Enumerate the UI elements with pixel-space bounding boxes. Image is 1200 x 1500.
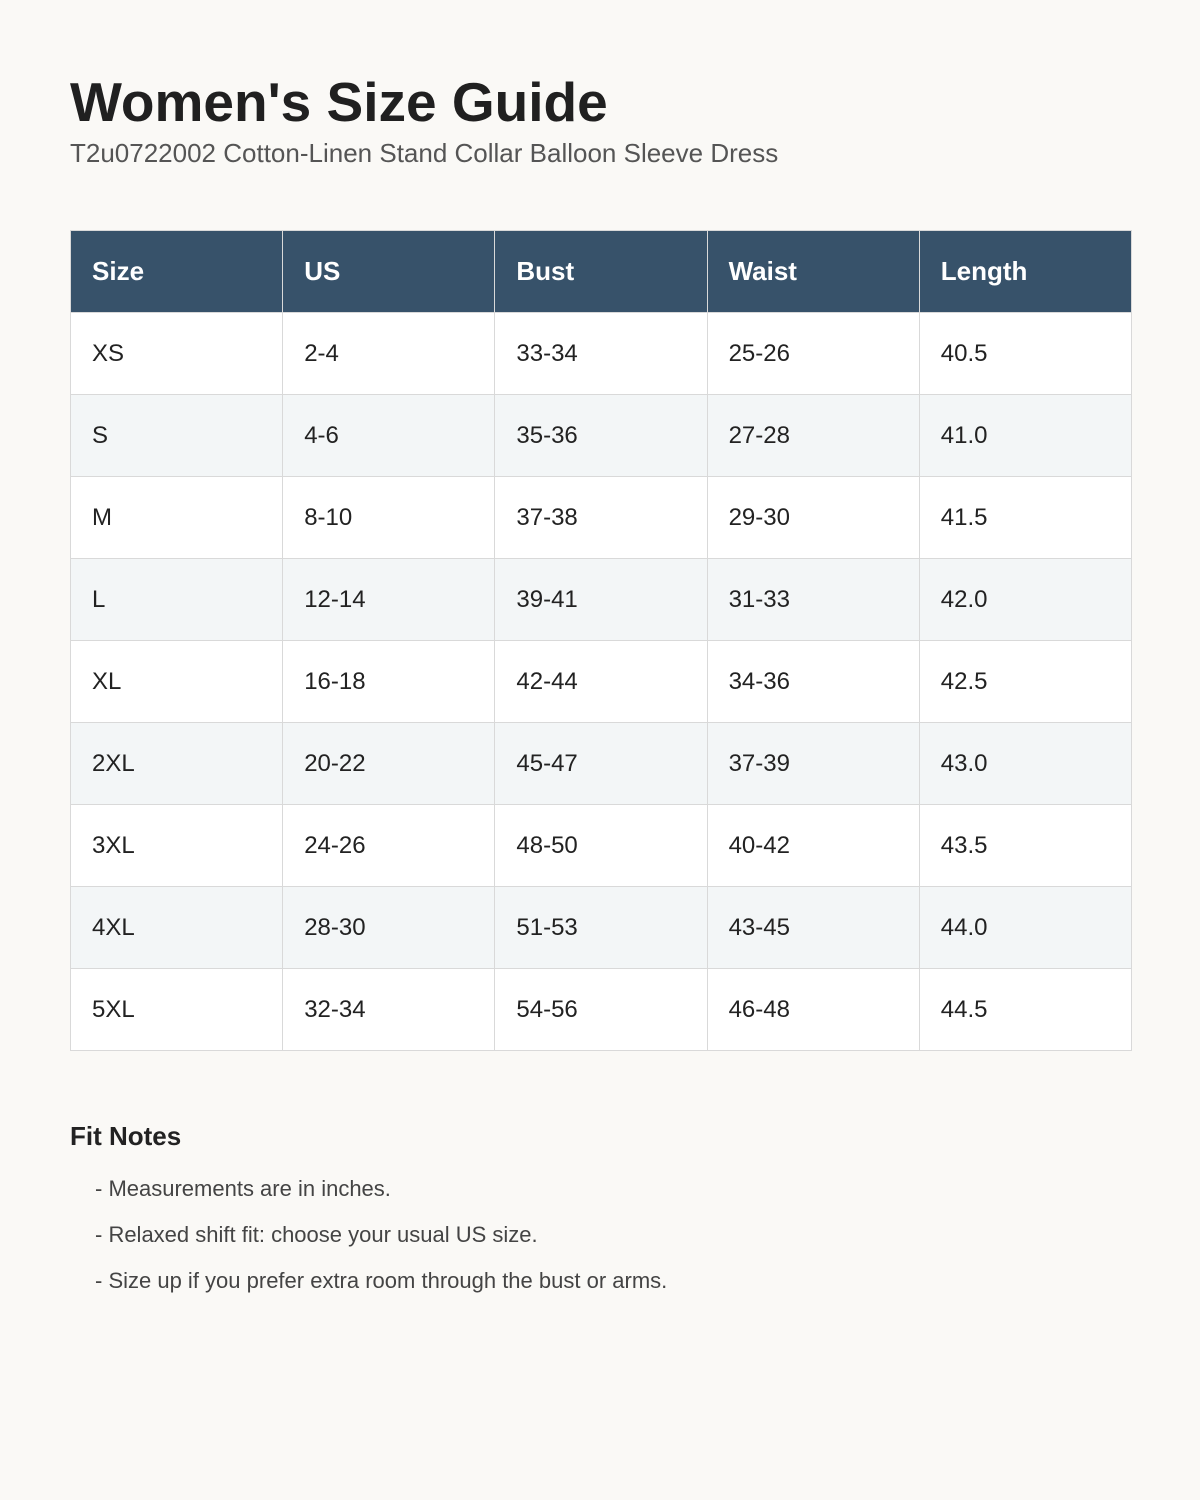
cell-us: 2-4 xyxy=(283,313,495,395)
cell-length: 40.5 xyxy=(919,313,1131,395)
cell-waist: 31-33 xyxy=(707,559,919,641)
cell-bust: 48-50 xyxy=(495,805,707,887)
table-row xyxy=(71,641,1132,723)
cell-size: XS xyxy=(71,313,283,395)
fit-notes-title: Fit Notes xyxy=(70,1121,182,1151)
table-row xyxy=(71,887,1132,969)
cell-waist: 34-36 xyxy=(707,641,919,723)
cell-bust: 33-34 xyxy=(495,313,707,395)
cell-length: 44.0 xyxy=(919,887,1131,969)
table-row xyxy=(71,477,1132,559)
cell-us: 24-26 xyxy=(283,805,495,887)
column-header-us: US xyxy=(283,231,495,313)
cell-waist: 40-42 xyxy=(707,805,919,887)
cell-bust: 42-44 xyxy=(495,641,707,723)
cell-length: 43.5 xyxy=(919,805,1131,887)
size-table-header xyxy=(71,231,1132,313)
cell-size: L xyxy=(71,559,283,641)
cell-waist: 29-30 xyxy=(707,477,919,559)
cell-waist: 37-39 xyxy=(707,723,919,805)
cell-waist: 46-48 xyxy=(707,969,919,1051)
cell-us: 28-30 xyxy=(283,887,495,969)
cell-size: XL xyxy=(71,641,283,723)
cell-length: 41.5 xyxy=(919,477,1131,559)
cell-length: 42.5 xyxy=(919,641,1131,723)
cell-size: 5XL xyxy=(71,969,283,1051)
list-item: - Measurements are in inches. xyxy=(95,1176,391,1201)
header-row xyxy=(71,231,1132,313)
list-item: - Size up if you prefer extra room through the bust or arms. xyxy=(95,1268,668,1293)
list-item: - Relaxed shift fit: choose your usual US size. xyxy=(95,1222,538,1247)
table-row xyxy=(71,805,1132,887)
cell-size: S xyxy=(71,395,283,477)
cell-waist: 43-45 xyxy=(707,887,919,969)
cell-bust: 39-41 xyxy=(495,559,707,641)
cell-length: 42.0 xyxy=(919,559,1131,641)
size-table-body xyxy=(71,313,1132,1051)
cell-size: 3XL xyxy=(71,805,283,887)
cell-bust: 45-47 xyxy=(495,723,707,805)
cell-bust: 51-53 xyxy=(495,887,707,969)
fit-notes xyxy=(70,1118,1130,1312)
cell-waist: 25-26 xyxy=(707,313,919,395)
table-row xyxy=(71,559,1132,641)
table-row xyxy=(71,395,1132,477)
cell-bust: 35-36 xyxy=(495,395,707,477)
cell-size: 4XL xyxy=(71,887,283,969)
cell-us: 4-6 xyxy=(283,395,495,477)
cell-length: 41.0 xyxy=(919,395,1131,477)
column-header-length: Length xyxy=(919,231,1131,313)
column-header-size: Size xyxy=(71,231,283,313)
column-header-bust: Bust xyxy=(495,231,707,313)
cell-us: 32-34 xyxy=(283,969,495,1051)
cell-size: M xyxy=(71,477,283,559)
cell-bust: 37-38 xyxy=(495,477,707,559)
size-table xyxy=(70,230,1132,1051)
page-title: Women's Size Guide xyxy=(70,71,608,133)
cell-size: 2XL xyxy=(71,723,283,805)
cell-length: 44.5 xyxy=(919,969,1131,1051)
table-row xyxy=(71,313,1132,395)
cell-us: 12-14 xyxy=(283,559,495,641)
table-row xyxy=(71,723,1132,805)
cell-us: 16-18 xyxy=(283,641,495,723)
cell-bust: 54-56 xyxy=(495,969,707,1051)
cell-length: 43.0 xyxy=(919,723,1131,805)
fit-notes-list xyxy=(70,1174,1130,1296)
cell-waist: 27-28 xyxy=(707,395,919,477)
product-subtitle: T2u0722002 Cotton-Linen Stand Collar Balloon Sleeve Dress xyxy=(70,138,779,168)
cell-us: 20-22 xyxy=(283,723,495,805)
cell-us: 8-10 xyxy=(283,477,495,559)
table-row xyxy=(71,969,1132,1051)
column-header-waist: Waist xyxy=(707,231,919,313)
